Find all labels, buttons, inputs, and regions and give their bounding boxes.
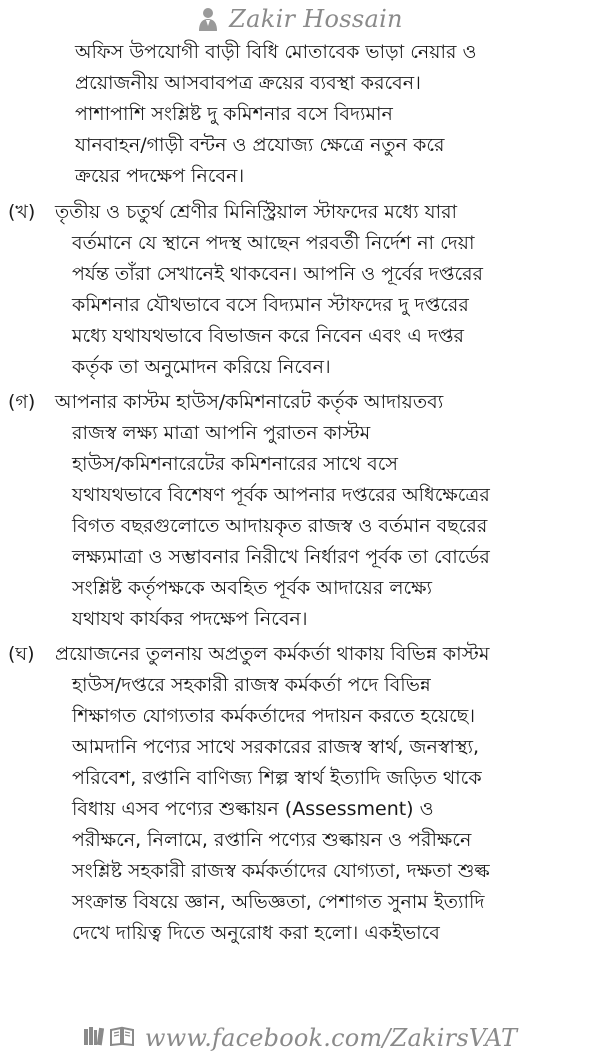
text-line: কর্তৃক তা অনুমোদন করিয়ে নিবেন। [72, 356, 331, 378]
text-line: কমিশনার যৌথভাবে বসে বিদ্যমান স্টাফদের দু দপ্তরের [72, 294, 469, 316]
text-line: বিগত বছরগুলোতে আদায়কৃত রাজস্ব ও বর্তমান বছরের [72, 515, 488, 537]
text-line: পরিবেশ, রপ্তানি বাণিজ্য শিল্প স্বার্থ ইত্যাদি জড়িত থাকে [72, 767, 482, 789]
text-line: হাউস/কমিশনারেটের কমিশনারের সাথে বসে [72, 453, 398, 475]
text-line: পাশাপাশি সংশ্লিষ্ট দু কমিশনার বসে বিদ্যমান [75, 103, 393, 125]
text-line: রাজস্ব লক্ষ্য মাত্রা আপনি পুরাতন কাস্টম [72, 422, 371, 444]
facebook-url-link[interactable]: www.facebook.com/ZakirsVAT [144, 1024, 518, 1052]
page-footer [0, 1020, 600, 1056]
text-line: যানবাহন/গাড়ী বন্টন ও প্রযোজ্য ক্ষেত্রে নতুন করে [75, 134, 445, 156]
footer-icons [83, 1026, 135, 1050]
section-marker: (ঘ) [8, 643, 35, 665]
text-line: শিক্ষাগত যোগ্যতার কর্মকর্তাদের পদায়ন করতে হয়েছে। [72, 705, 476, 727]
text-line: ক্রয়ের পদক্ষেপ নিবেন। [75, 165, 245, 187]
text-line: অফিস উপযোগী বাড়ী বিধি মোতাবেক ভাড়া নেয়ার ও [75, 41, 477, 63]
text-line: সংক্রান্ত বিষয়ে জ্ঞান, অভিজ্ঞতা, পেশাগত সুনাম ইত্যাদি [72, 891, 485, 913]
text-line: যথাযথভাবে বিশেষণ পূর্বক আপনার দপ্তরের অধিক্ষেত্রের [72, 484, 490, 506]
text-line: দেখে দায়িত্ব দিতে অনুরোধ করা হলো। একইভাবে [72, 922, 440, 944]
open-book-icon [109, 1026, 135, 1050]
text-line: বিধায় এসব পণ্যের শুল্কায়ন (Assessment) ও [72, 798, 434, 820]
section-marker: (গ) [8, 391, 36, 413]
text-line: আমদানি পণ্যের সাথে সরকারের রাজস্ব স্বার্থ, জনস্বাস্থ্য, [72, 736, 480, 758]
text-line: প্রয়োজনের তুলনায় অপ্রতুল কর্মকর্তা থাকায় বিভিন্ন কাস্টম [55, 643, 490, 665]
text-line: লক্ষ্যমাত্রা ও সম্ভাবনার নিরীখে নির্ধারণ পূর্বক তা বোর্ডের [72, 546, 490, 568]
text-line: মধ্যে যথাযথভাবে বিভাজন করে নিবেন এবং এ দপ্তর [72, 325, 464, 347]
author-name: Zakir Hossain [229, 5, 403, 33]
text-line: প্রয়োজনীয় আসবাবপত্র ক্রয়ের ব্যবস্থা করবেন। [75, 72, 421, 94]
text-line: যথাযথ কার্যকর পদক্ষেপ নিবেন। [72, 608, 308, 630]
text-line: হাউস/দপ্তরে সহকারী রাজস্ব কর্মকর্তা পদে বিভিন্ন [72, 674, 431, 696]
text-line: তৃতীয় ও চতুর্থ শ্রেণীর মিনিস্ট্রিয়াল স্টাফদের মধ্যে যারা [55, 201, 458, 223]
text-line: পরীক্ষনে, নিলামে, রপ্তানি পণ্যের শুল্কায়ন ও পরীক্ষনে [72, 829, 472, 851]
person-icon [197, 6, 219, 32]
page-header [0, 4, 600, 34]
text-line: আপনার কাস্টম হাউস/কমিশনারেট কর্তৃক আদায়তব্য [55, 391, 444, 413]
text-line: সংশ্লিষ্ট সহকারী রাজস্ব কর্মকর্তাদের যোগ্যতা, দক্ষতা শুল্ক [72, 860, 490, 882]
section-marker: (খ) [8, 201, 36, 223]
text-line: সংশ্লিষ্ট কর্তৃপক্ষকে অবহিত পূর্বক আদায়ের লক্ষ্যে [72, 577, 433, 599]
text-line: পর্যন্ত তাঁরা সেখানেই থাকবেন। আপনি ও পূর্বের দপ্তরের [72, 263, 484, 285]
text-line: বর্তমানে যে স্থানে পদস্থ আছেন পরবর্তী নির্দেশ না দেয়া [72, 232, 475, 254]
books-icon [83, 1026, 105, 1050]
document-body [0, 36, 600, 1016]
